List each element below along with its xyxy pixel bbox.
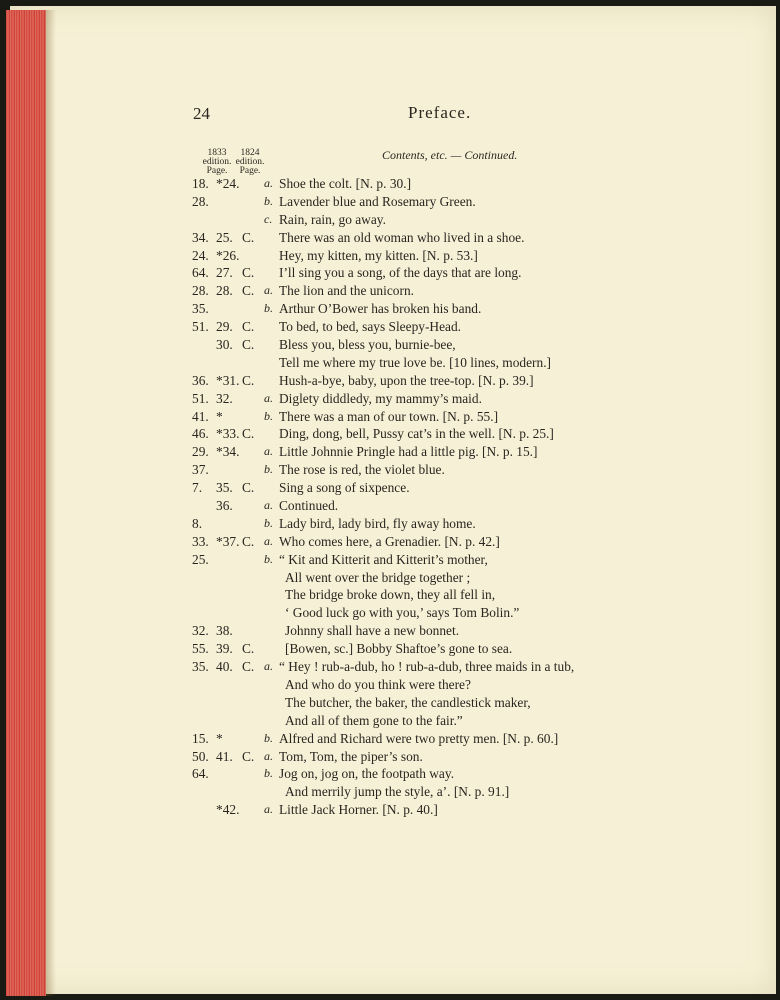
rhyme-title: Hush-a-bye, baby, upon the tree-top. [N. p. 39.]	[279, 372, 534, 388]
contents-row	[0, 802, 780, 820]
contents-row	[0, 784, 780, 802]
rhyme-title: Johnny shall have a new bonnet.	[285, 623, 460, 639]
rhyme-title: Rain, rain, go away.	[279, 211, 386, 227]
page-1824: *34.	[216, 444, 240, 460]
contents-row	[0, 605, 780, 623]
item-letter: b.	[264, 193, 273, 208]
contents-row	[0, 319, 780, 337]
rhyme-title: “ Hey ! rub-a-dub, ho ! rub-a-dub, three maids in a tub,	[279, 659, 575, 675]
rhyme-title: Little Jack Horner. [N. p. 40.]	[279, 802, 438, 818]
rhyme-title: And all of them gone to the fair.”	[285, 712, 463, 728]
c-mark: C.	[242, 480, 255, 496]
column-header-line: Page.	[239, 166, 261, 176]
page-1824: 40.	[216, 659, 233, 675]
rhyme-title: And merrily jump the style, a’. [N. p. 91.]	[285, 784, 510, 800]
column-header-line: 1833	[207, 148, 227, 158]
page-1824: *	[216, 408, 223, 424]
contents-row	[0, 766, 780, 784]
column-header-1824	[230, 149, 270, 176]
page-1833: 51.	[192, 390, 209, 406]
contents-row	[0, 552, 780, 570]
rhyme-title: There was a man of our town. [N. p. 55.]	[279, 408, 499, 424]
rhyme-title: “ Kit and Kitterit and Kitterit’s mother,	[279, 551, 488, 567]
page-1824: 41.	[216, 748, 233, 764]
contents-row	[0, 337, 780, 355]
column-header-line: Page.	[206, 166, 228, 176]
c-mark: C.	[242, 641, 255, 657]
page-1824: 32.	[216, 390, 233, 406]
contents-list	[0, 176, 780, 820]
contents-row	[0, 570, 780, 588]
c-mark: C.	[242, 265, 255, 281]
contents-row	[0, 373, 780, 391]
c-mark: C.	[242, 283, 255, 299]
rhyme-title: To bed, to bed, says Sleepy-Head.	[279, 319, 462, 335]
contents-row	[0, 444, 780, 462]
rhyme-title: Diglety diddledy, my mammy’s maid.	[279, 390, 482, 406]
page-1833: 7.	[192, 480, 203, 496]
contents-row	[0, 534, 780, 552]
contents-row	[0, 498, 780, 516]
page-1833: 35.	[192, 301, 209, 317]
item-letter: b.	[264, 730, 273, 745]
contents-row	[0, 749, 780, 767]
rhyme-title: The bridge broke down, they all fell in,	[285, 587, 496, 603]
rhyme-title: Shoe the colt. [N. p. 30.]	[279, 176, 412, 191]
contents-row	[0, 265, 780, 283]
page-1833: 36.	[192, 372, 209, 388]
item-letter: b.	[264, 462, 273, 477]
contents-row	[0, 426, 780, 444]
page-1833: 33.	[192, 533, 209, 549]
page-1833: 41.	[192, 408, 209, 424]
page-1824: *33.	[216, 426, 240, 442]
page-1824: 36.	[216, 498, 233, 514]
page-1833: 28.	[192, 193, 209, 209]
page-1824: *37.	[216, 533, 240, 549]
item-letter: a.	[264, 802, 273, 817]
page-1824: 27.	[216, 265, 233, 281]
contents-row	[0, 659, 780, 677]
page-1833: 34.	[192, 229, 209, 245]
rhyme-title: Continued.	[279, 498, 339, 514]
item-letter: b.	[264, 515, 273, 530]
column-header-line: edition.	[235, 157, 265, 167]
item-letter: b.	[264, 408, 273, 423]
page-1824: 35.	[216, 480, 233, 496]
item-letter: a.	[264, 444, 273, 459]
page-1833: 32.	[192, 623, 209, 639]
page-1833: 24.	[192, 247, 209, 263]
rhyme-title: Ding, dong, bell, Pussy cat’s in the well. [N. p. 25.]	[279, 426, 554, 442]
contents-row	[0, 623, 780, 641]
contents-row	[0, 212, 780, 230]
rhyme-title: Tom, Tom, the piper’s son.	[279, 748, 423, 764]
page-header	[0, 100, 780, 130]
contents-row	[0, 283, 780, 301]
page-1824: *24.	[216, 176, 240, 191]
contents-row	[0, 516, 780, 534]
rhyme-title: Tell me where my true love be. [10 lines, modern.]	[279, 354, 551, 370]
page-1833: 64.	[192, 766, 209, 782]
running-title: Preface.	[408, 103, 472, 122]
rhyme-title: Bless you, bless you, burnie-bee,	[279, 337, 456, 353]
rhyme-title: All went over the bridge together ;	[285, 569, 471, 585]
item-letter: a.	[264, 176, 273, 190]
rhyme-title: I’ll sing you a song, of the days that are long.	[279, 265, 522, 281]
page-1824: 39.	[216, 641, 233, 657]
contents-row	[0, 677, 780, 695]
c-mark: C.	[242, 659, 255, 675]
page-1833: 51.	[192, 319, 209, 335]
rhyme-title: Sing a song of sixpence.	[279, 480, 410, 496]
contents-row	[0, 731, 780, 749]
contents-row	[0, 391, 780, 409]
contents-row	[0, 248, 780, 266]
page-1833: 64.	[192, 265, 209, 281]
contents-row	[0, 695, 780, 713]
page-1824: 30.	[216, 337, 233, 353]
page-1833: 35.	[192, 659, 209, 675]
rhyme-title: Arthur O’Bower has broken his band.	[279, 301, 482, 317]
page-1824: 29.	[216, 319, 233, 335]
page-1824: 28.	[216, 283, 233, 299]
page-1833: 18.	[192, 176, 209, 191]
rhyme-title: Who comes here, a Grenadier. [N. p. 42.]	[279, 533, 500, 549]
rhyme-title: Jog on, jog on, the footpath way.	[279, 766, 455, 782]
item-letter: a.	[264, 533, 273, 548]
c-mark: C.	[242, 533, 255, 549]
rhyme-title: Little Johnnie Pringle had a little pig. [N. p. 15.]	[279, 444, 538, 460]
contents-row	[0, 409, 780, 427]
page-1824: *	[216, 730, 223, 746]
page-1833: 37.	[192, 462, 209, 478]
rhyme-title: Hey, my kitten, my kitten. [N. p. 53.]	[279, 247, 478, 263]
contents-row	[0, 176, 780, 194]
contents-row	[0, 462, 780, 480]
page-1833: 15.	[192, 730, 209, 746]
item-letter: a.	[264, 390, 273, 405]
contents-row	[0, 480, 780, 498]
rhyme-title: Alfred and Richard were two pretty men. [N. p. 60.]	[279, 730, 559, 746]
c-mark: C.	[242, 426, 255, 442]
page-1833: 28.	[192, 283, 209, 299]
page-1824: 38.	[216, 623, 233, 639]
item-letter: a.	[264, 498, 273, 513]
contents-row	[0, 194, 780, 212]
page-1824: 25.	[216, 229, 233, 245]
item-letter: b.	[264, 766, 273, 781]
item-letter: a.	[264, 283, 273, 298]
contents-row	[0, 301, 780, 319]
contents-row	[0, 355, 780, 373]
page-1833: 8.	[192, 515, 203, 531]
rhyme-title: ‘ Good luck go with you,’ says Tom Bolin.”	[285, 605, 520, 621]
c-mark: C.	[242, 372, 255, 388]
rhyme-title: There was an old woman who lived in a shoe.	[279, 229, 525, 245]
rhyme-title: Lady bird, lady bird, fly away home.	[279, 515, 476, 531]
page-1824: *42.	[216, 802, 240, 818]
item-letter: b.	[264, 301, 273, 316]
contents-title: Contents, etc. — Continued.	[382, 148, 518, 162]
item-letter: c.	[264, 211, 273, 226]
rhyme-title: The butcher, the baker, the candlestick maker,	[285, 694, 531, 710]
c-mark: C.	[242, 229, 255, 245]
c-mark: C.	[242, 337, 255, 353]
rhyme-title: And who do you think were there?	[285, 676, 471, 692]
item-letter: a.	[264, 659, 273, 674]
page-1833: 46.	[192, 426, 209, 442]
page-1833: 55.	[192, 641, 209, 657]
page-1833: 50.	[192, 748, 209, 764]
rhyme-title: The lion and the unicorn.	[279, 283, 414, 299]
page-1833: 25.	[192, 551, 209, 567]
rhyme-title: [Bowen, sc.] Bobby Shaftoe’s gone to sea.	[285, 641, 513, 657]
contents-row	[0, 587, 780, 605]
page-1833: 29.	[192, 444, 209, 460]
item-letter: a.	[264, 748, 273, 763]
page-1824: *31.	[216, 372, 240, 388]
item-letter: b.	[264, 551, 273, 566]
column-header-line: edition.	[202, 157, 232, 167]
page-number: 24	[193, 104, 210, 123]
rhyme-title: The rose is red, the violet blue.	[279, 462, 445, 478]
contents-row	[0, 713, 780, 731]
contents-row	[0, 641, 780, 659]
c-mark: C.	[242, 319, 255, 335]
rhyme-title: Lavender blue and Rosemary Green.	[279, 193, 476, 209]
contents-row	[0, 230, 780, 248]
c-mark: C.	[242, 748, 255, 764]
column-header-line: 1824	[240, 148, 260, 158]
page-1824: *26.	[216, 247, 240, 263]
